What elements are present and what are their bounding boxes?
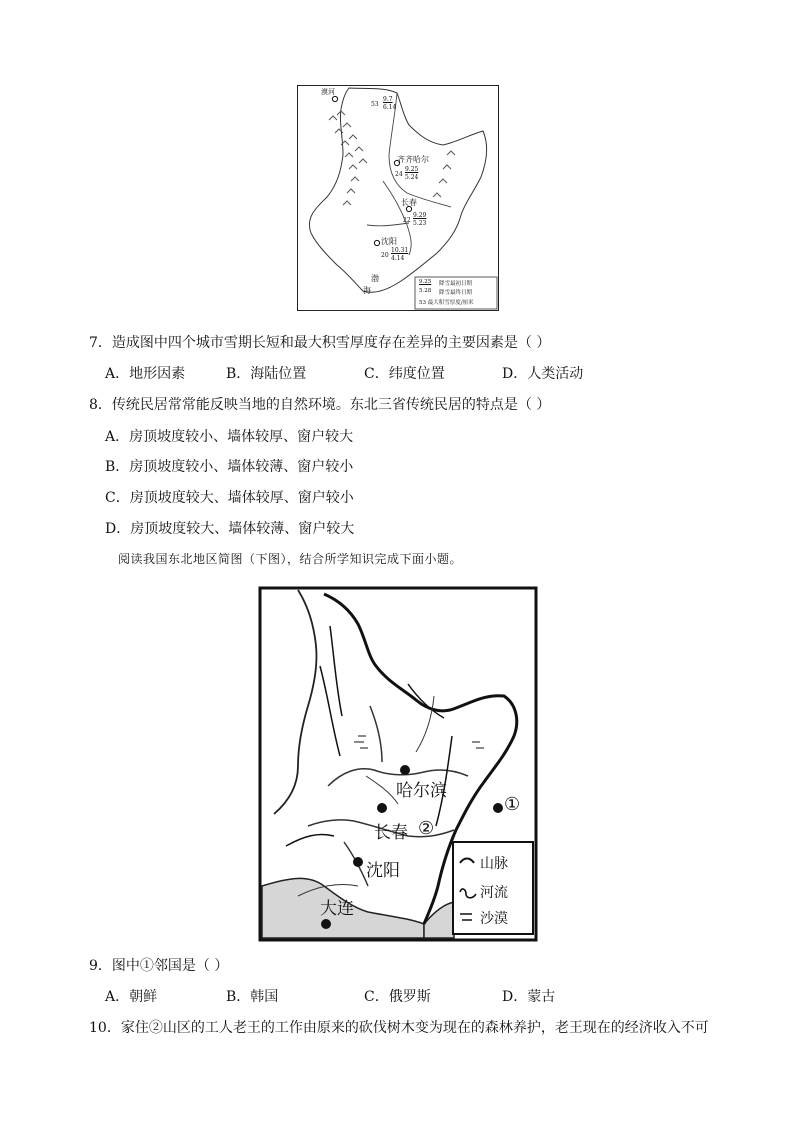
q8-option-a[interactable]: A．房顶坡度较小、墙体较厚、窗户较大 <box>105 429 354 445</box>
marker-1: ① <box>504 794 521 815</box>
question-9: 9．图中①邻国是（ ） <box>89 958 229 974</box>
shenyang-first-snow: 10.31 <box>391 247 409 254</box>
legend-river-label: 河流 <box>480 885 508 901</box>
qiqihar-last-snow: 5.24 <box>405 174 419 181</box>
snow-map-figure <box>297 85 499 311</box>
city-label-harbin: 哈尔滨 <box>396 781 447 801</box>
mohe-first-snow: 9.7 <box>383 96 393 103</box>
q8-option-d[interactable]: D．房顶坡度较大、墙体较薄、窗户较大 <box>105 521 355 537</box>
legend-desert-label: 沙漠 <box>480 911 508 927</box>
question-8: 8．传统民居常常能反映当地的自然环境。东北三省传统民居的特点是（ ） <box>89 397 551 413</box>
changchun-depth: 22 <box>403 217 411 224</box>
shenyang-depth: 20 <box>381 252 389 259</box>
q9-option-d[interactable]: D．蒙古 <box>502 989 556 1005</box>
changchun-last-snow: 5.23 <box>413 220 427 227</box>
city-label-mohe: 漠河 <box>321 88 335 96</box>
question-7: 7．造成图中四个城市雪期长短和最大积雪厚度存在差异的主要因素是（ ） <box>89 335 551 351</box>
q8-option-b[interactable]: B．房顶坡度较小、墙体较薄、窗户较小 <box>105 459 354 475</box>
q8-option-c[interactable]: C．房顶坡度较大、墙体较厚、窗户较小 <box>105 490 354 506</box>
legend-last-label: 降雪最终日期 <box>439 290 473 296</box>
legend-mountain-label: 山脉 <box>480 856 508 872</box>
question-10: 10．家住②山区的工人老王的工作由原来的砍伐树木变为现在的森林养护，老王现在的经济收入不可 <box>89 1020 709 1036</box>
mohe-last-snow: 6.14 <box>383 104 397 111</box>
sea-label-bo: 渤 <box>371 274 379 283</box>
city-label-dalian: 大连 <box>320 899 354 919</box>
city-label-qiqihar: 齐齐哈尔 <box>397 155 429 164</box>
marker-2: ② <box>418 818 435 839</box>
northeast-map <box>258 586 538 942</box>
legend-first-date: 9.25 <box>419 279 432 285</box>
q9-option-a[interactable]: A．朝鲜 <box>105 989 158 1005</box>
q9-option-b[interactable]: B．韩国 <box>226 989 279 1005</box>
reading-intro: 阅读我国东北地区简图（下图），结合所学知识完成下面小题。 <box>118 552 463 566</box>
q7-option-a[interactable]: A．地形因素 <box>105 366 186 382</box>
city-label-shenyang: 沈阳 <box>381 237 397 246</box>
city-label-changchun: 长春 <box>401 198 417 207</box>
legend-first-label: 降雪最初日期 <box>439 281 473 287</box>
city-label-changchun-2: 长春 <box>374 823 408 843</box>
legend-depth-label: 53 最大积雪厚度/厘米 <box>419 300 474 306</box>
q9-option-c[interactable]: C．俄罗斯 <box>364 989 431 1005</box>
qiqihar-depth: 24 <box>395 171 403 178</box>
q7-option-b[interactable]: B．海陆位置 <box>226 366 307 382</box>
qiqihar-first-snow: 9.25 <box>405 166 419 173</box>
q7-option-d[interactable]: D．人类活动 <box>502 366 584 382</box>
snow-map <box>297 85 499 311</box>
q7-option-c[interactable]: C．纬度位置 <box>364 366 445 382</box>
sea-label-hai: 海 <box>363 286 371 295</box>
legend-last-date: 5.28 <box>419 288 432 294</box>
changchun-first-snow: 9.29 <box>413 212 427 219</box>
shenyang-last-snow: 4.14 <box>391 255 405 262</box>
city-label-shenyang-2: 沈阳 <box>366 861 400 881</box>
mohe-depth: 53 <box>371 101 379 108</box>
